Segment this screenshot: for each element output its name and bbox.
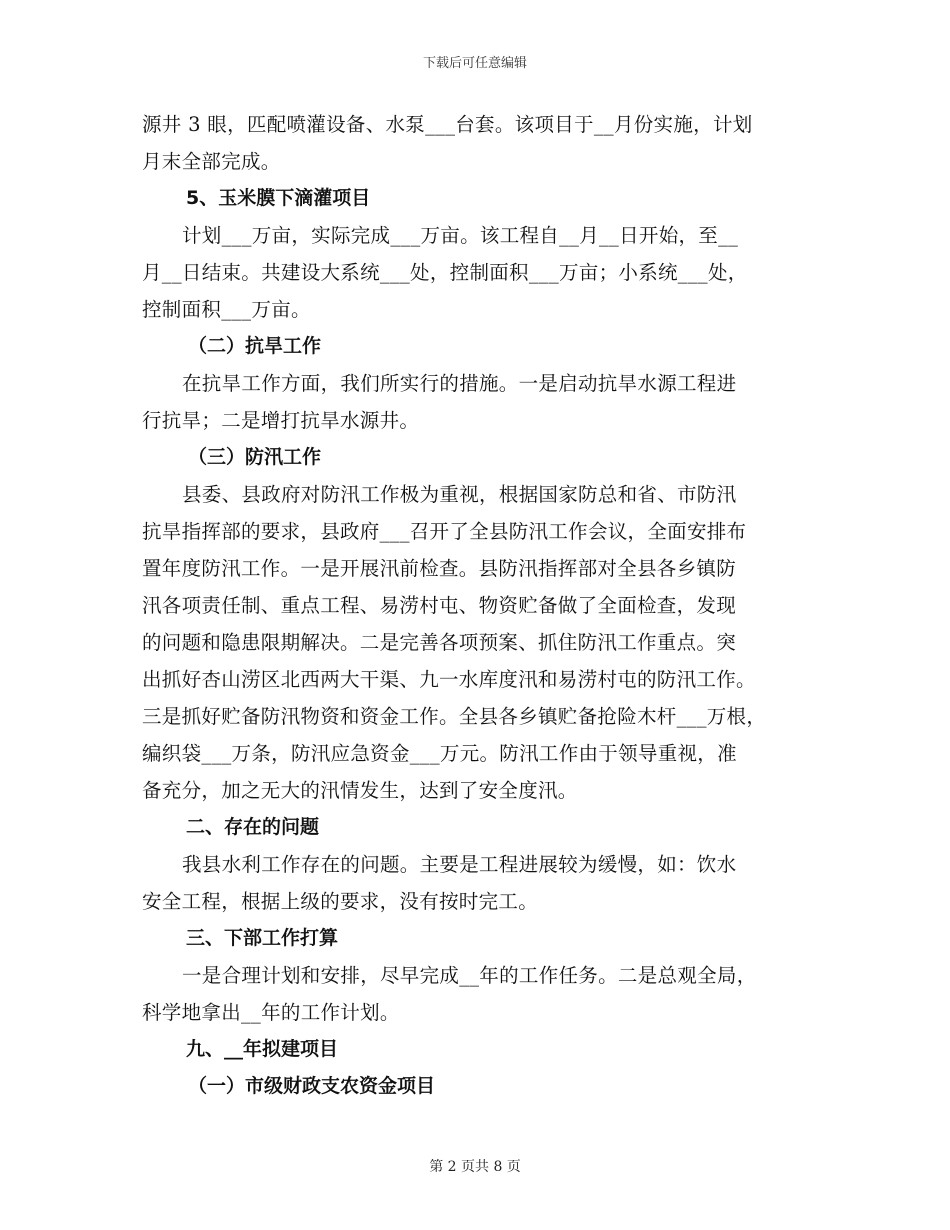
body-line: 安全工程，根据上级的要求，没有按时完工。 bbox=[142, 890, 539, 913]
body-line: 一是合理计划和安排，尽早完成__年的工作任务。二是总观全局， bbox=[182, 964, 757, 987]
body-line: 编织袋___万条，防汛应急资金___万元。防汛工作由于领导重视，准 bbox=[142, 742, 737, 765]
page-header: 下载后可任意编辑 bbox=[422, 56, 527, 71]
body-line: 计划___万亩，实际完成___万亩。该工程自__月__日开始，至__ bbox=[182, 224, 739, 247]
section-heading: 三、下部工作打算 bbox=[186, 927, 339, 949]
body-line: 备充分，加之无大的汛情发生，达到了安全度汛。 bbox=[142, 779, 578, 802]
page-footer: 第 2 页共 8 页 bbox=[429, 1159, 521, 1175]
body-line: 的问题和隐患限期解决。二是完善各项预案、抓住防汛工作重点。突 bbox=[142, 631, 737, 654]
body-line: 控制面积___万亩。 bbox=[142, 298, 311, 321]
body-line: 科学地拿出__年的工作计划。 bbox=[142, 1001, 400, 1024]
body-line: 我县水利工作存在的问题。主要是工程进展较为缓慢，如：饮水 bbox=[182, 853, 737, 876]
body-line: 行抗旱；二是增打抗旱水源井。 bbox=[142, 409, 420, 432]
section-heading: 二、存在的问题 bbox=[186, 816, 320, 838]
section-heading: 5、玉米膜下滴灌项目 bbox=[186, 187, 371, 209]
body-line: 抗旱指挥部的要求，县政府___召开了全县防汛工作会议，全面安排布 bbox=[142, 520, 747, 543]
section-heading: 九、__年拟建项目 bbox=[186, 1038, 339, 1060]
body-line: 月__日结束。共建设大系统___处，控制面积___万亩；小系统___处， bbox=[142, 261, 748, 284]
body-line: 县委、县政府对防汛工作极为重视，根据国家防总和省、市防汛 bbox=[182, 483, 737, 506]
body-line: 在抗旱工作方面，我们所实行的措施。一是启动抗旱水源工程进 bbox=[182, 372, 737, 395]
body-line: 月末全部完成。 bbox=[142, 150, 281, 173]
section-heading: （三）防汛工作 bbox=[188, 446, 322, 468]
document-body bbox=[142, 106, 810, 1105]
section-heading: （一）市级财政支农资金项目 bbox=[188, 1075, 436, 1097]
body-line: 汛各项责任制、重点工程、易涝村屯、物资贮备做了全面检查，发现 bbox=[142, 594, 737, 617]
body-line: 源井 3 眼，匹配喷灌设备、水泵___台套。该项目于__月份实施，计划 bbox=[142, 113, 753, 136]
body-line: 出抓好杏山涝区北西两大干渠、九一水库度汛和易涝村屯的防汛工作。 bbox=[142, 668, 756, 691]
section-heading: （二）抗旱工作 bbox=[188, 335, 322, 357]
body-line: 置年度防汛工作。一是开展汛前检查。县防汛指挥部对全县各乡镇防 bbox=[142, 557, 737, 580]
body-line: 三是抓好贮备防汛物资和资金工作。全县各乡镇贮备抢险木杆___万根， bbox=[142, 705, 767, 728]
